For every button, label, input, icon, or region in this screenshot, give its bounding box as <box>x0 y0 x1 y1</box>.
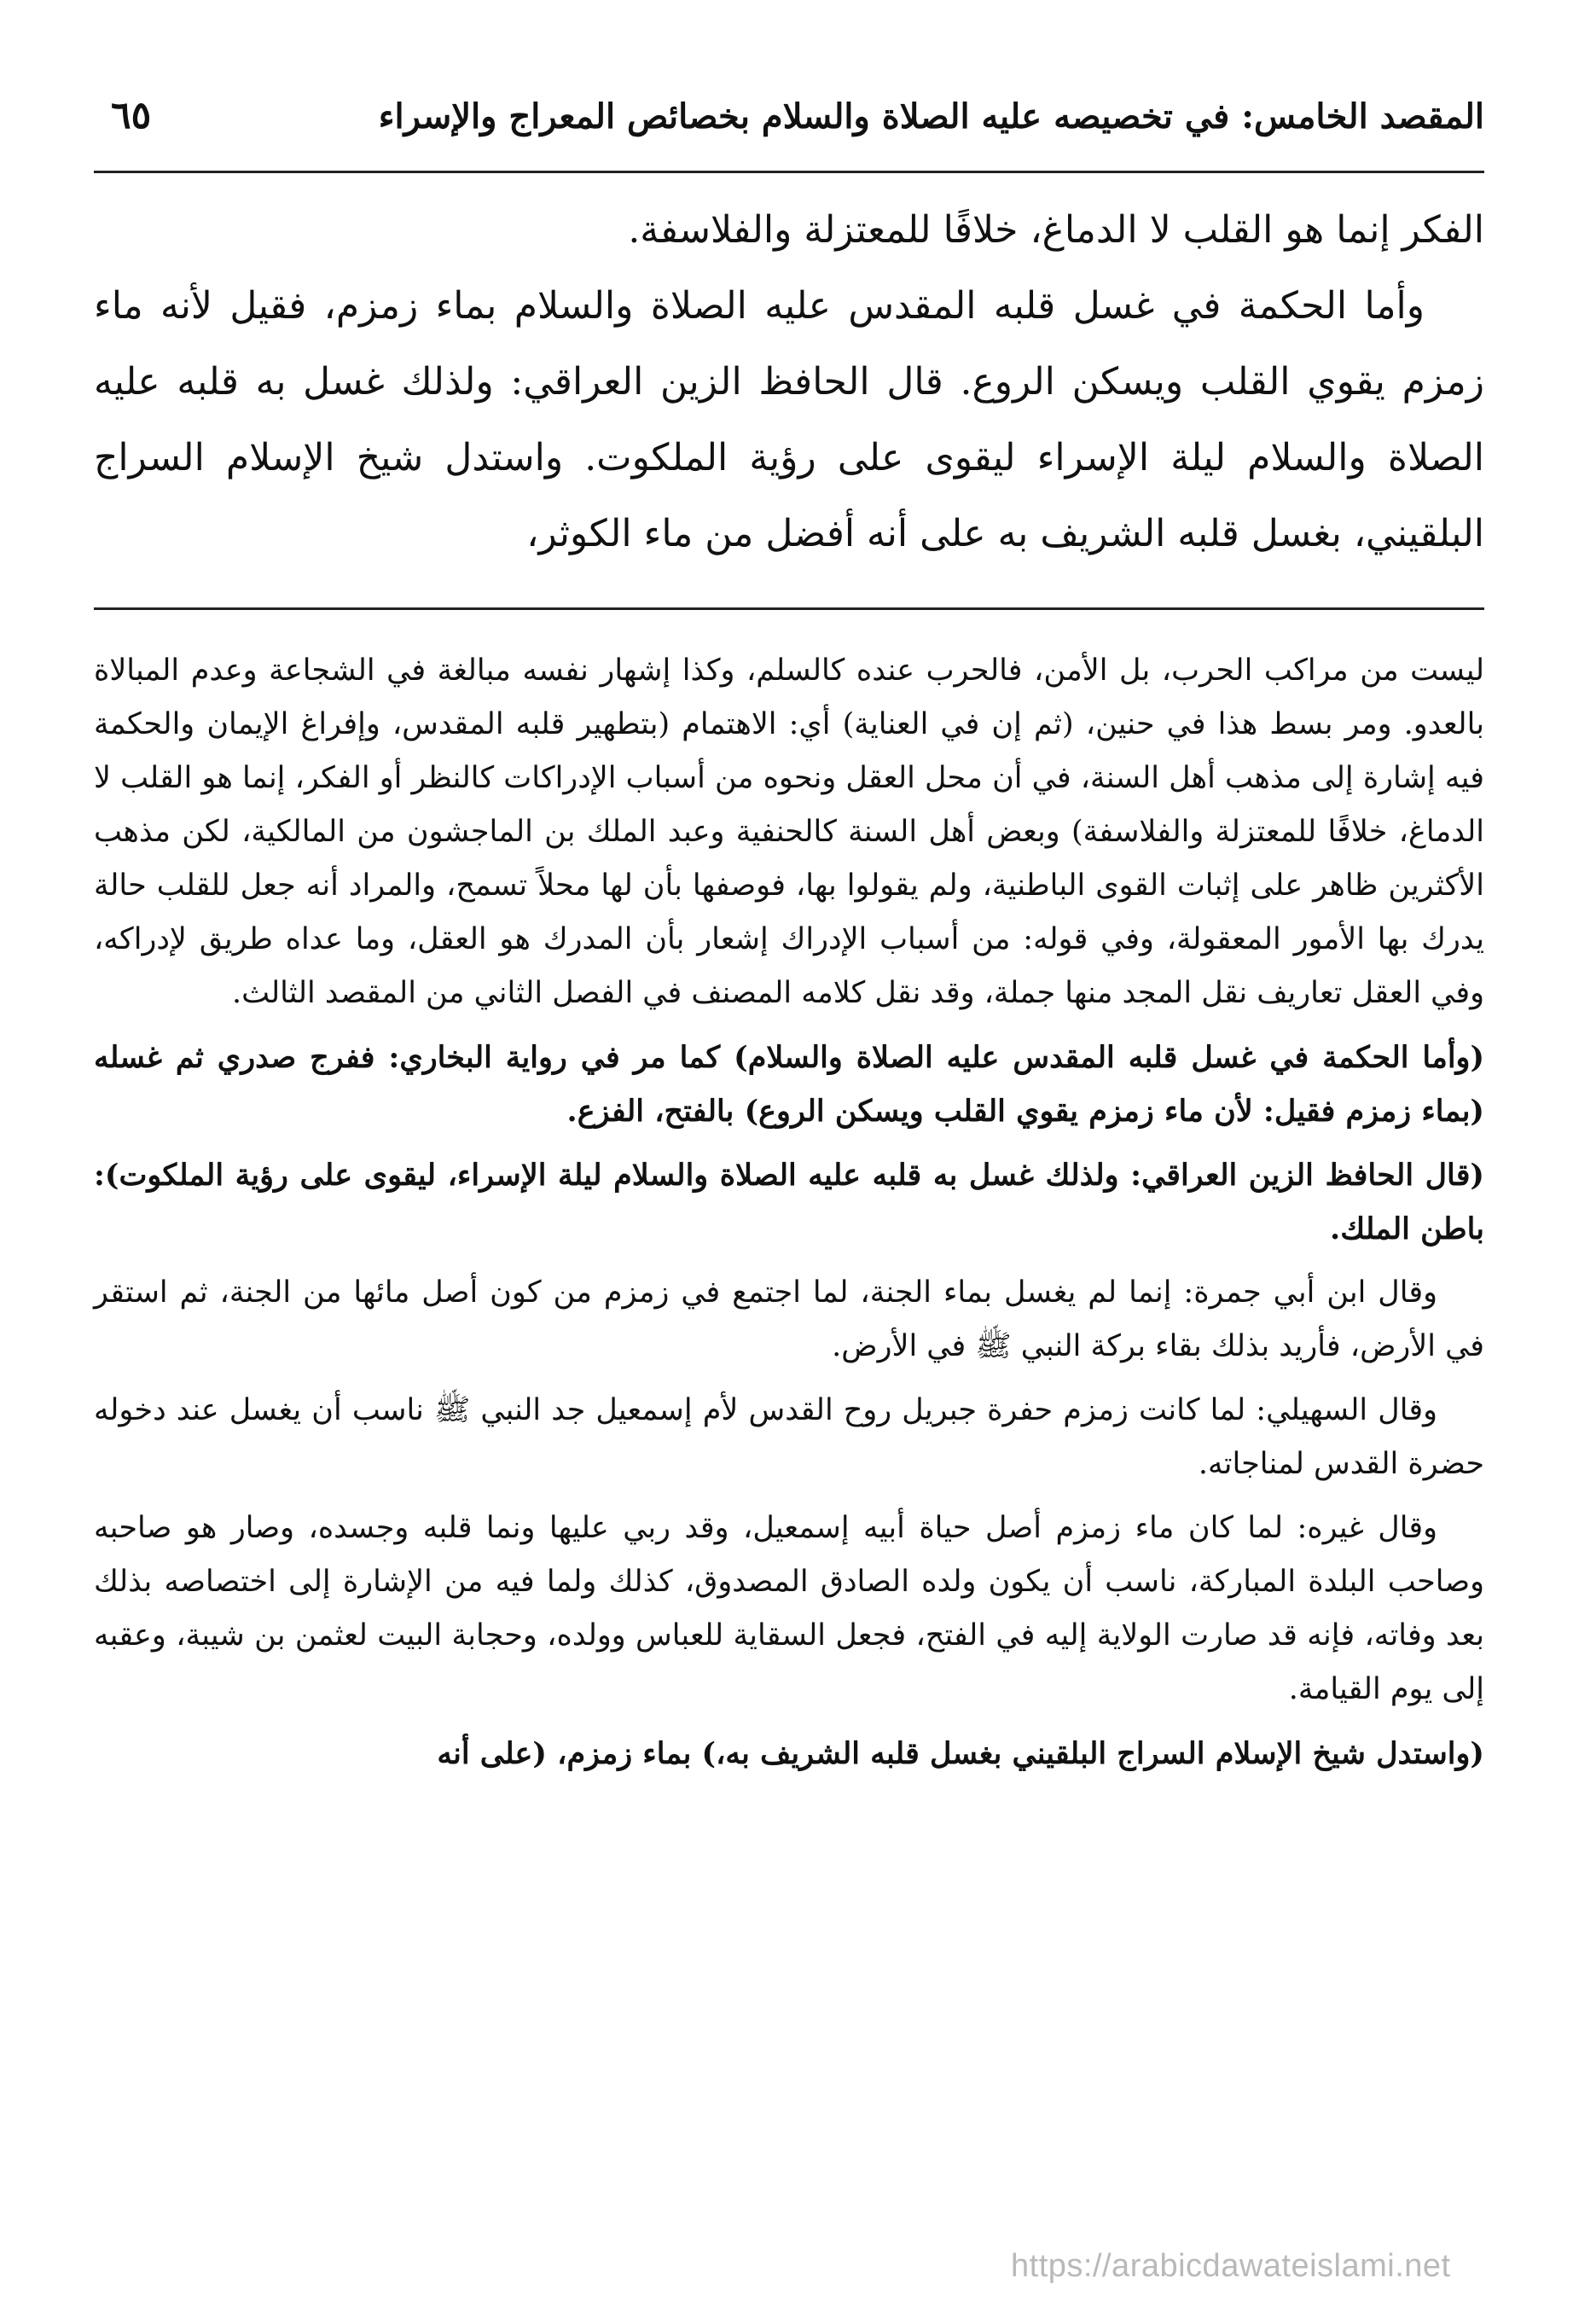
document-page <box>94 94 1484 2278</box>
commentary-paragraph: (وأما الحكمة في غسل قلبه المقدس عليه الصلاة والسلام) كما مر في رواية البخاري: ففرج صدري ثم غسله (بماء زمزم فقيل: لأن ماء زمزم يقوي القلب ويسكن الروع) بالفتح، الفزع. <box>94 1040 1484 1129</box>
commentary-section <box>94 644 1484 1781</box>
watermark-url: https://arabicdawateislami.net <box>1011 2248 1451 2284</box>
commentary-paragraph: (قال الحافظ الزين العراقي: ولذلك غسل به قلبه عليه الصلاة والسلام ليلة الإسراء، ليقوى على رؤية الملكوت): باطن الملك. <box>94 1158 1484 1246</box>
footnote-divider <box>94 607 1484 610</box>
page-number: ٦٥ <box>111 94 152 137</box>
commentary-paragraph: وقال غيره: لما كان ماء زمزم أصل حياة أبيه إسمعيل، وقد ربي عليها ونما قلبه وجسده، وصار هو صاحبه وصاحب البلدة المباركة، ناسب أن يكون ولده الصادق المصدوق، كذلك ولما فيه من الإشارة إلى اختصاصه بذلك بعد وفاته، فإنه قد صارت الولاية إليه في الفتح، فجعل السقاية للعباس وولده، وحجابة البيت لعثمن بن شيبة، وعقبه إلى يوم القيامة. <box>94 1511 1484 1706</box>
main-paragraph: الفكر إنما هو القلب لا الدماغ، خلافًا للمعتزلة والفلاسفة. <box>628 208 1484 252</box>
commentary-paragraph: وقال ابن أبي جمرة: إنما لم يغسل بماء الجنة، لما اجتمع في زمزم من كون أصل مائها من الجنة، ثم استقر في الأرض، فأريد بذلك بقاء بركة النبي ﷺ في الأرض. <box>94 1275 1484 1363</box>
commentary-paragraph: ليست من مراكب الحرب، بل الأمن، فالحرب عنده كالسلم، وكذا إشهار نفسه مبالغة في الشجاعة وعدم المبالاة بالعدو. ومر بسط هذا في حنين، (ثم إن في العناية) أي: الاهتمام (بتطهير قلبه المقدس، وإفراغ الإيمان والحكمة فيه إشارة إلى مذهب أهل السنة، في أن محل العقل ونحوه من أسباب الإدراكات كالنظر أو الفكر، إنما هو القلب لا الدماغ، خلافًا للمعتزلة والفلاسفة) وبعض أهل السنة كالحنفية وعبد الملك بن الماجشون من المالكية، لكن مذهب الأكثرين ظاهر على إثبات القوى الباطنية، ولم يقولوا بها، فوصفها بأن لها محلاً تسمح، والمراد أنه جعل للقلب حالة يدرك بها الأمور المعقولة، وفي قوله: من أسباب الإدراك إشعار بأن المدرك هو العقل، وما عداه طريق لإدراكه، وفي العقل تعاريف نقل المجد منها جملة، وقد نقل كلامه المصنف في الفصل الثاني من المقصد الثالث. <box>94 654 1484 1010</box>
commentary-paragraph: (واستدل شيخ الإسلام السراج البلقيني بغسل قلبه الشريف به،) بماء زمزم، (على أنه <box>437 1736 1484 1771</box>
running-header-title: المقصد الخامس: في تخصيصه عليه الصلاة والسلام بخصائص المعراج والإسراء <box>378 96 1484 137</box>
main-text <box>94 192 1484 572</box>
header-divider <box>94 171 1484 173</box>
main-paragraph: وأما الحكمة في غسل قلبه المقدس عليه الصلاة والسلام بماء زمزم، فقيل لأنه ماء زمزم يقوي القلب ويسكن الروع. قال الحافظ الزين العراقي: ولذلك غسل به قلبه عليه الصلاة والسلام ليلة الإسراء ليقوى على رؤية الملكوت. واستدل شيخ الإسلام السراج البلقيني، بغسل قلبه الشريف به على أنه أفضل من ماء الكوثر، <box>94 284 1484 555</box>
commentary-paragraph: وقال السهيلي: لما كانت زمزم حفرة جبريل روح القدس لأم إسمعيل جد النبي ﷺ ناسب أن يغسل عند دخوله حضرة القدس لمناجاته. <box>94 1393 1484 1481</box>
page-header <box>94 94 1484 160</box>
